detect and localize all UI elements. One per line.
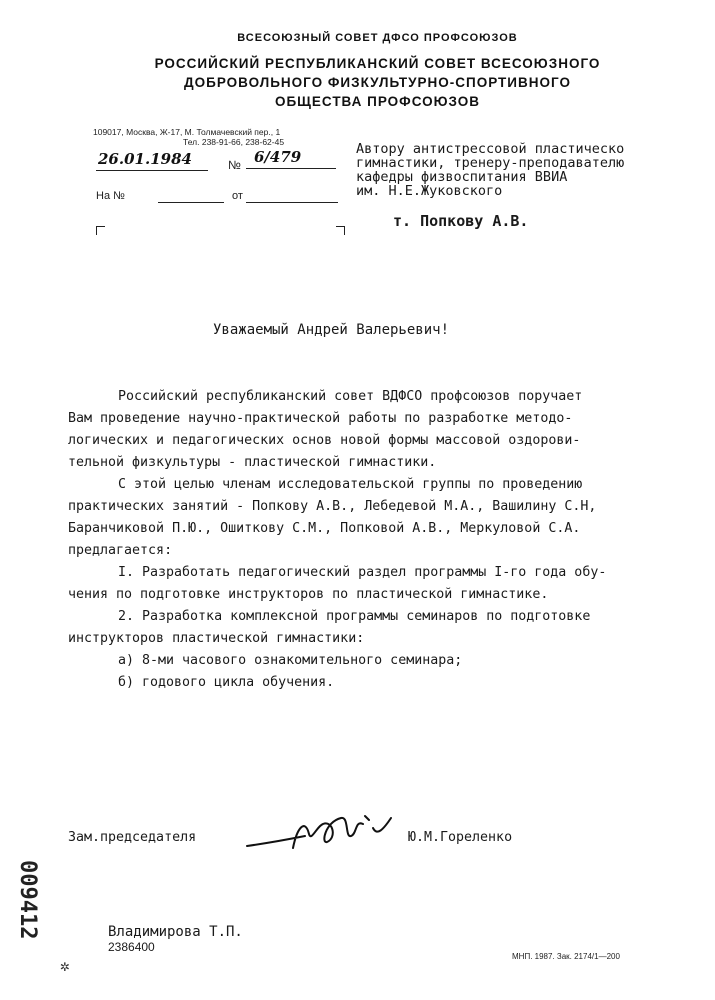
print-mark: МНП. 1987. Зак. 2174/1—200 — [512, 952, 620, 961]
number-handwritten: 6/479 — [254, 148, 302, 166]
recipient-name: т. Попкову А.В. — [393, 212, 529, 230]
ref-label: На № — [96, 190, 125, 202]
body-line-1: Российский республиканский совет ВДФСО профсоюзов поручает — [118, 389, 583, 404]
recipient-line-2: гимнастики, тренеру-преподавателю — [356, 155, 625, 171]
asterisk-mark: ✲ — [60, 956, 70, 975]
body-line-6: практических занятий - Попкову А.В., Лебедевой М.А., Вашилину С.Н, — [68, 499, 597, 514]
letterhead-address: 109017, Москва, Ж-17, М. Толмачевский пер., 1 — [93, 127, 281, 137]
body-line-11: 2. Разработка комплексной программы семинаров по подготовке — [118, 609, 591, 624]
body-line-2: Вам проведение научно-практической работы по разработке методо- — [68, 411, 573, 426]
recipient-line-1: Автору антистрессовой пластическо — [356, 141, 625, 157]
body-line-9: I. Разработать педагогический раздел программы I-го года обу- — [118, 565, 607, 580]
body-line-7: Баранчиковой П.Ю., Ошиткову С.М., Попковой А.В., Меркуловой С.А. — [68, 521, 581, 536]
body-line-3: логических и педагогических основ новой формы массовой оздорови- — [68, 433, 581, 448]
executor-phone: 2386400 — [108, 940, 155, 954]
letterhead-org-line-1: РОССИЙСКИЙ РЕСПУБЛИКАНСКИЙ СОВЕТ ВСЕСОЮЗНОГО — [154, 56, 601, 71]
handwritten-signature — [245, 808, 395, 858]
ref-row — [96, 190, 346, 206]
body-line-12: инструкторов пластической гимнастики: — [68, 631, 365, 646]
side-registration-stamp: 009412 — [15, 860, 40, 940]
corner-bracket-left — [96, 226, 105, 235]
letterhead-org-line-2: ДОБРОВОЛЬНОГО ФИЗКУЛЬТУРНО-СПОРТИВНОГО — [184, 75, 571, 90]
recipient-line-3: кафедры физвоспитания ВВИА — [356, 169, 568, 185]
number-sign: № — [228, 158, 241, 172]
letterhead-top-line: ВСЕСОЮЗНЫЙ СОВЕТ ДФСО ПРОФСОЮЗОВ — [237, 32, 518, 44]
recipient-line-4: им. Н.Е.Жуковского — [356, 183, 503, 199]
body-line-8: предлагается: — [68, 543, 173, 558]
body-line-4: тельной физкультуры - пластической гимнастики. — [68, 455, 437, 470]
executor-name: Владимирова Т.П. — [108, 924, 243, 940]
signatory-title: Зам.председателя — [68, 830, 197, 845]
letterhead-org-line-3: ОБЩЕСТВА ПРОФСОЮЗОВ — [274, 94, 481, 109]
date-handwritten: 26.01.1984 — [98, 150, 192, 168]
letterhead-phones: Тел. 238-91-66, 238-62-45 — [183, 137, 285, 147]
from-label: от — [232, 190, 243, 202]
body-line-10: чения по подготовке инструкторов по пластической гимнастике. — [68, 587, 549, 602]
date-number-row — [96, 148, 346, 175]
body-line-5: С этой целью членам исследовательской группы по проведению — [118, 477, 583, 492]
corner-bracket-right — [336, 226, 345, 235]
body-line-13: а) 8-ми часового ознакомительного семинара; — [118, 653, 463, 668]
salutation: Уважаемый Андрей Валерьевич! — [213, 322, 450, 338]
body-line-14: б) годового цикла обучения. — [118, 675, 335, 690]
signatory-name: Ю.М.Гореленко — [408, 830, 513, 845]
